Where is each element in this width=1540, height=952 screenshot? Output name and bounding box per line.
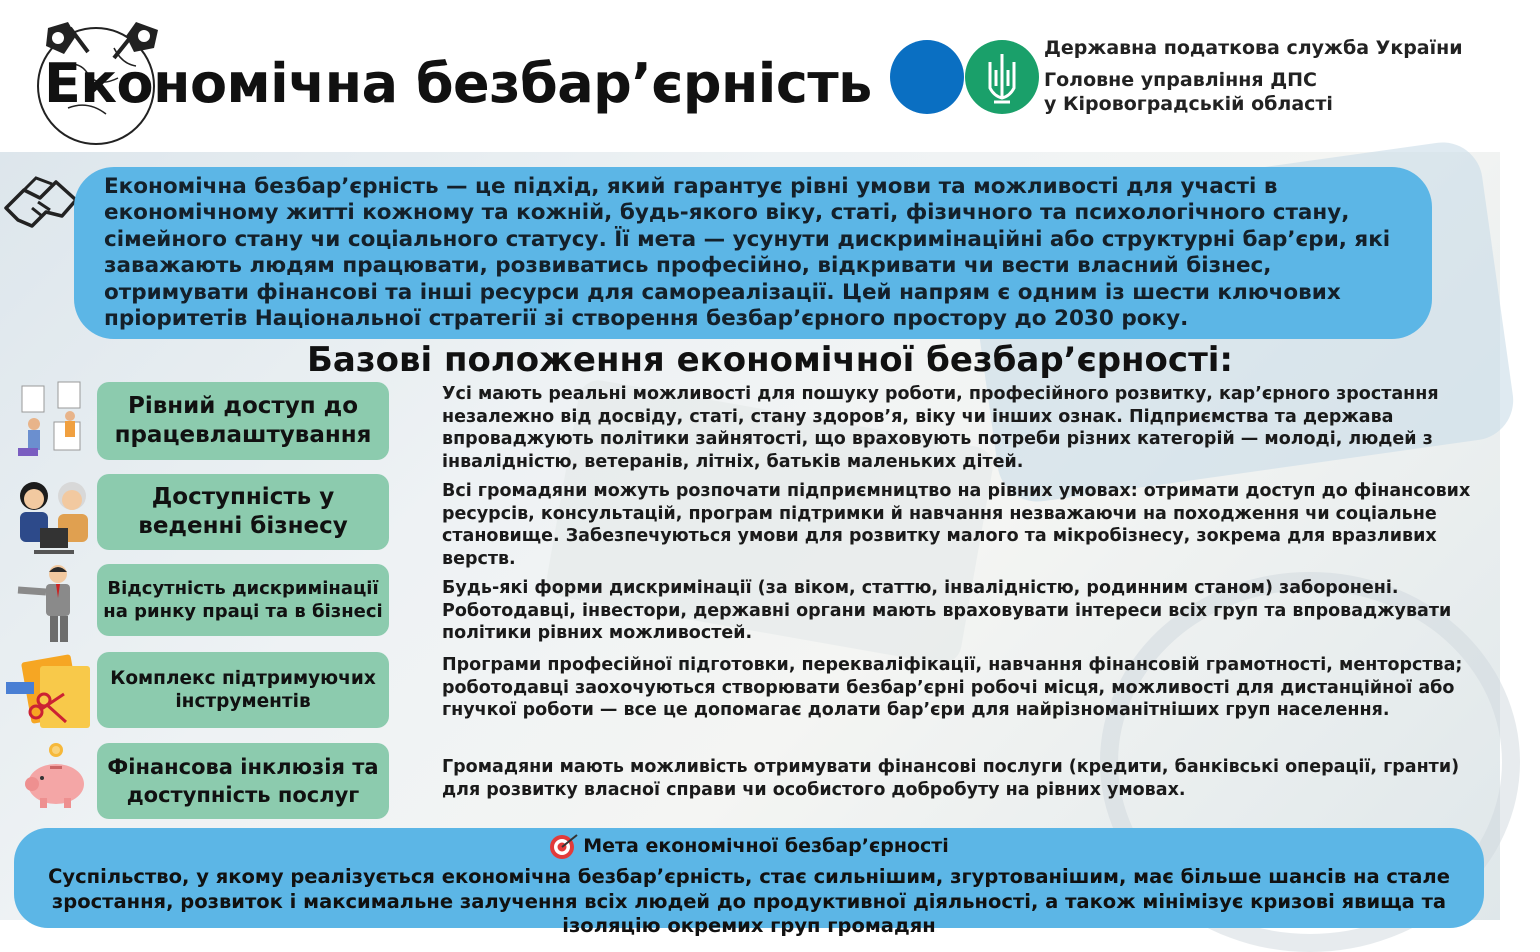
goal-title: Мета економічної безбар’єрності	[583, 835, 949, 857]
org-line-3: у Кіровоградській області	[1044, 93, 1333, 115]
goal-panel	[14, 828, 1484, 937]
job-seekers-icon	[14, 378, 92, 460]
pill-equal-employment: Рівний доступ до працевлаштування	[97, 382, 389, 460]
pill-financial-inclusion: Фінансова інклюзія та доступність послуг	[97, 743, 389, 819]
businessman-icon	[12, 562, 88, 644]
consultation-icon	[10, 472, 94, 558]
pill-business-access: Доступність у веденні бізнесу	[97, 474, 389, 550]
desc-financial-inclusion: Громадяни мають можливість отримувати фінансові послуги (кредити, банківські операції, гранти) для розвитку власної справи чи особистого добробуту на рівних умовах.	[442, 757, 1460, 800]
target-icon	[549, 832, 579, 860]
goal-heading	[549, 832, 949, 860]
dps-logo	[890, 40, 1040, 116]
desc-no-discrimination: Будь-які форми дискримінації (за віком, статтю, інвалідністю, родинним станом) заборонені. Роботодавці, інвестори, державні органи мають враховувати інтереси всіх груп та впроваджувати політики рівних можливостей.	[442, 578, 1452, 643]
handshake-icon	[2, 168, 80, 238]
pill-support-tools: Комплекс підтримуючих інструментів	[97, 652, 389, 728]
org-line-2: Головне управління ДПС	[1044, 69, 1318, 91]
desc-support-tools: Програми професійної підготовки, перекваліфікації, навчання фінансовій грамотності, менторства; роботодавці заохочуються створювати безбар’єрні робочі місця, можливості для дистанційної або гнучкої роботи — все це допомагає долати бар’єри для найрізноманітніших груп населення.	[442, 655, 1463, 720]
section-title: Базові положення економічної безбар’єрності:	[306, 340, 1234, 380]
page-title: Економічна безбар’єрність	[44, 52, 872, 115]
intro-panel	[74, 167, 1432, 339]
pill-no-discrimination: Відсутність дискримінації на ринку праці та в бізнесі	[97, 564, 389, 636]
organization-name	[1044, 36, 1463, 116]
desc-business-access: Всі громадяни можуть розпочати підприємництво на рівних умовах: отримати доступ до фінансових ресурсів, консультацій, програм підтримки й навчання незважаючи на походження чи соціальне становище. Забезпечуються умови для розвитку малого та мікробізнесу, зокрема для вразливих верств.	[442, 481, 1471, 569]
tools-folder-icon	[4, 652, 96, 736]
desc-equal-employment: Усі мають реальні можливості для пошуку роботи, професійного розвитку, кар’єрного зростання незалежно від досвіду, статі, стану здоров’я, віку чи інших ознак. Підприємства та держава впроваджують політики зайнятості, що враховують потреби різних категорій — молоді, людей з інвалідністю, ветеранів, літніх, батьків маленьких дітей.	[442, 384, 1439, 472]
piggy-bank-icon	[20, 740, 92, 810]
org-line-1: Державна податкова служба України	[1044, 37, 1463, 59]
goal-text: Суспільство, у якому реалізується економічна безбар’єрність, стає сильнішим, згуртованішим, має більше шансів на стале зростання, розвиток і максимальне залучення всіх людей до продуктивної діяльності, а також мінімізує кризові явища та ізоляцію окремих груп громадян	[48, 865, 1450, 937]
intro-text: Економічна безбар’єрність — це підхід, який гарантує рівні умови та можливості для участі в економічному житті кожному та кожній, будь-якого віку, статі, фізичного та психологічного стану, сімейного стану чи соціального статусу. Її мета — усунути дискримінаційні або структурні бар’єри, які заважають людям працювати, розвиватись професійно, відкривати чи вести власний бізнес, отримувати фінансові та інші ресурси для самореалізації. Цей напрям є одним із шести ключових пріоритетів Національної стратегії зі створення безбар’єрного простору до 2030 року.	[104, 173, 1391, 331]
